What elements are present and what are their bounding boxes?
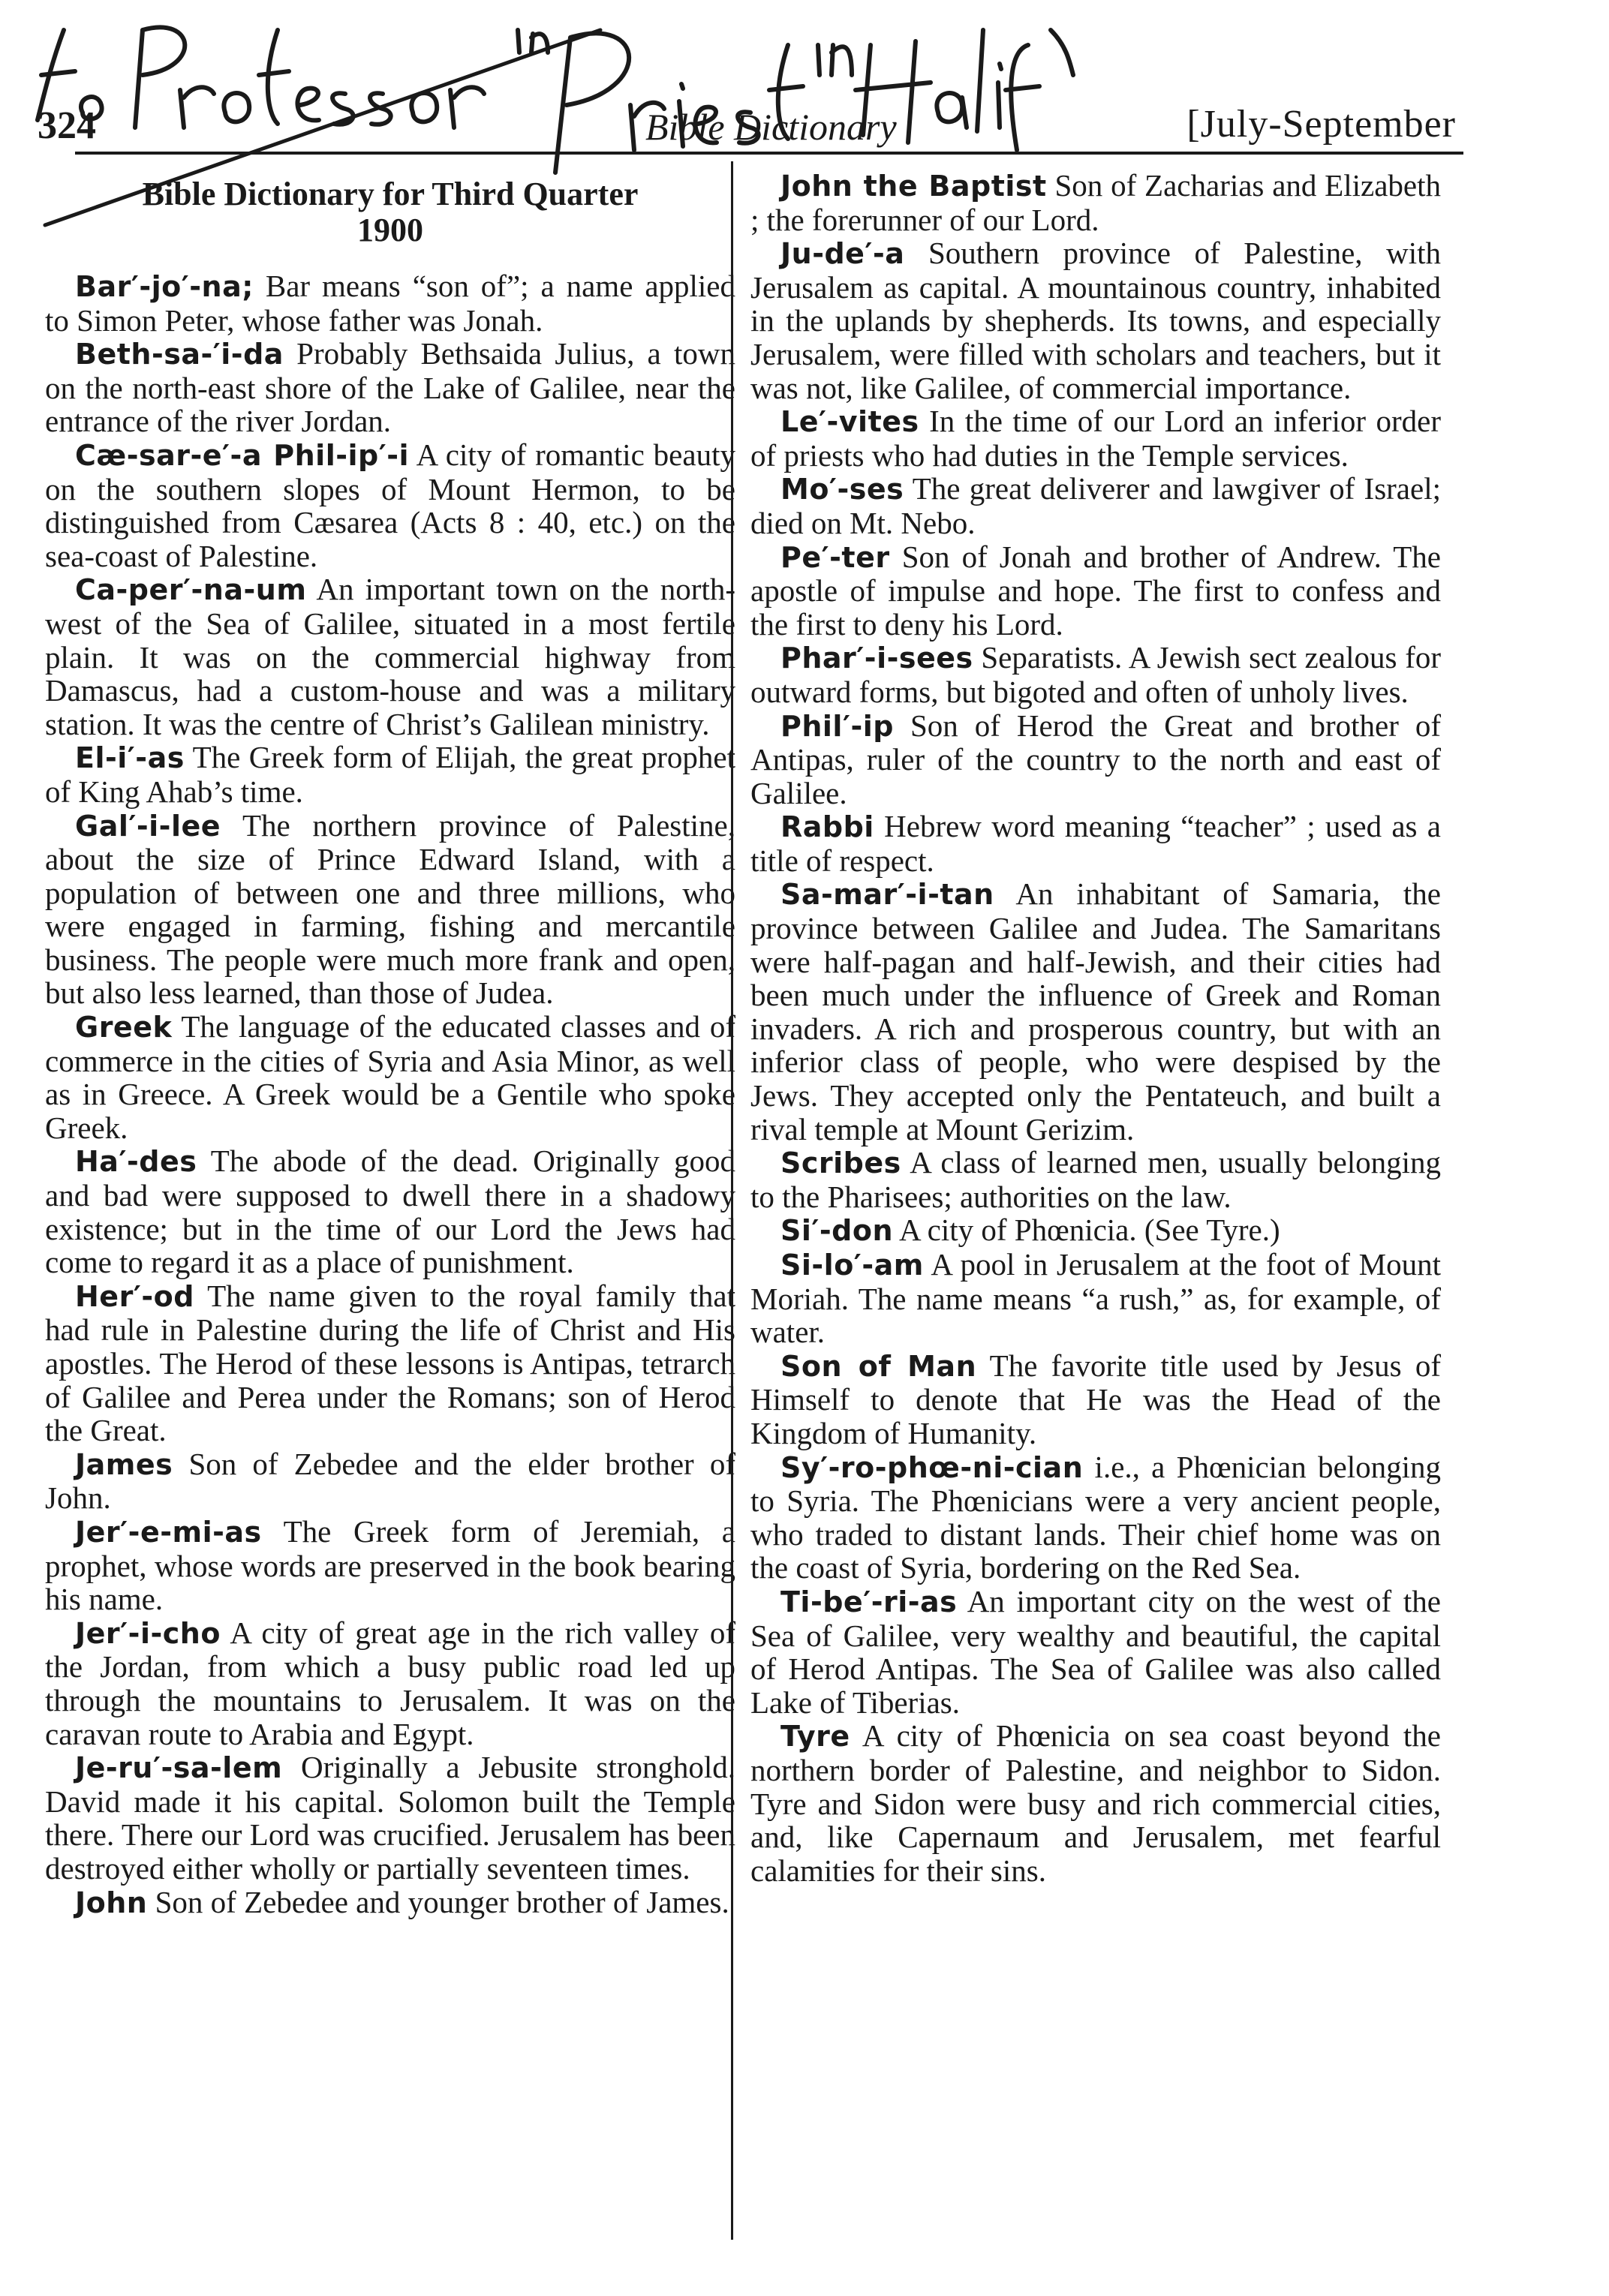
entry-definition: Son of Zebedee and the elder brother of John. — [45, 1446, 736, 1516]
entry-term: Si′-don — [780, 1214, 894, 1248]
entry-definition: A city of great age in the rich valley of the Jordan, from which a busy public road led up through the mountains to Jerusalem. It was on the caravan route to Arabia and Egypt. — [45, 1615, 735, 1751]
dictionary-entry — [750, 1213, 1441, 1248]
header-rule — [75, 152, 1463, 155]
entry-definition: The Greek form of Jeremiah, a prophet, whose words are preserved in the book bearing his name. — [45, 1513, 736, 1617]
dictionary-entry — [750, 810, 1441, 877]
dictionary-entry — [45, 572, 735, 741]
entry-definition: A city of Phœnicia. (See Tyre.) — [899, 1213, 1280, 1248]
entry-term: Sa-mar′-i-tan — [780, 878, 994, 912]
entry-term: Jer′-e-mi-as — [75, 1515, 262, 1549]
entry-term: El-i′-as — [75, 741, 185, 775]
entry-definition: Son of Herod the Great and brother of Antipas, ruler of the country to the north and east of Galilee. — [750, 708, 1441, 810]
entry-definition: Son of Jonah and brother of Andrew. The apostle of impulse and hope. The first to confess and the first to deny his Lord. — [750, 539, 1441, 642]
entry-term: Jer′-i-cho — [75, 1616, 221, 1650]
dictionary-entry — [45, 1279, 735, 1447]
entry-term: Sy′-ro-phœ-ni-cian — [780, 1450, 1084, 1484]
dictionary-entry — [750, 236, 1441, 404]
dictionary-entry — [750, 709, 1441, 810]
entry-definition: The name given to the royal family that had rule in Palestine during the life of Christ and His apostles. The Herod of these lessons is Antipas, tetrarch of Galilee and Perea under the Romans; son of Herod the Great. — [45, 1278, 735, 1448]
dictionary-entry — [750, 1450, 1441, 1585]
right-column — [750, 169, 1441, 1887]
entry-term: Ha′-des — [75, 1145, 197, 1179]
entry-definition: A class of learned men, usually belonging to the Pharisees; authorities on the law. — [750, 1145, 1441, 1214]
entry-definition: In the time of our Lord an inferior order of priests who had duties in the Temple services. — [750, 404, 1441, 473]
entry-term: Son of Man — [780, 1349, 977, 1383]
dictionary-entry — [750, 404, 1441, 472]
dictionary-entry — [45, 337, 735, 438]
entry-definition: The language of the educated classes and of commerce in the cities of Syria and Asia Minor, as well as in Greece. A Greek would be a Gentile who spoke Greek. — [45, 1009, 735, 1145]
dictionary-entry — [45, 438, 735, 572]
entry-term: Phil′-ip — [780, 709, 894, 743]
entry-term: Her′-od — [75, 1279, 194, 1313]
entry-term: Greek — [75, 1011, 173, 1044]
entry-term: Mo′-ses — [780, 473, 904, 506]
dictionary-entry — [750, 540, 1441, 642]
entry-definition: Probably Bethsaida Julius, a town on the north-east shore of the Lake of Galilee, near the entrance of the river Jordan. — [45, 336, 735, 439]
entry-term: Beth-sa-′i-da — [75, 338, 284, 371]
entry-definition: An important town on the north-west of the Sea of Galilee, situated in a most fertile plain. It was on the commercial highway from Damascus, had a custom-house and was a military station. It was the centre of Christ’s Galilean ministry. — [45, 572, 736, 741]
entry-definition: Hebrew word meaning “teacher” ; used as a title of respect. — [750, 809, 1441, 878]
dictionary-entry — [45, 1886, 735, 1920]
entry-definition: The northern province of Palestine, about the size of Prince Edward Island, with a population of between one and three millions, who were engaged in farming, fishing and mercantile business. The people were much more frank and open, but also less learned, than those of Judea. — [45, 807, 735, 1011]
entry-definition: The favorite title used by Jesus of Himself to denote that He was the Head of the Kingdom of Humanity. — [750, 1348, 1441, 1450]
dictionary-entry — [750, 1585, 1441, 1719]
dictionary-entry — [45, 1144, 735, 1279]
entry-definition: The abode of the dead. Originally good and bad were supposed to dwell there in a shadowy existence; but in the time of our Lord the Jews had come to regard it as a place of punishment. — [45, 1143, 735, 1280]
entry-definition: The Greek form of Elijah, the great prophet of King Ahab’s time. — [45, 740, 736, 809]
dictionary-entry — [750, 472, 1441, 539]
dictionary-entry — [750, 1146, 1441, 1213]
page-number: 324 — [38, 104, 96, 147]
dictionary-entry — [45, 1447, 735, 1515]
entry-term: Le′-vites — [780, 405, 919, 439]
entry-term: Tyre — [780, 1720, 850, 1754]
entry-term: Scribes — [780, 1146, 901, 1180]
entry-definition: Son of Zebedee and younger brother of James. — [155, 1884, 729, 1919]
dictionary-entry — [45, 809, 735, 1011]
right-entry-list — [750, 169, 1441, 1887]
entry-definition: A city of romantic beauty on the southern slopes of Mount Hermon, to be distinguished from Cæsarea (Acts 8 : 40, etc.) on the sea-coast of Palestine. — [45, 437, 735, 573]
left-column — [45, 169, 735, 1919]
section-title-line2: 1900 — [357, 212, 423, 248]
entry-term: Si-lo′-am — [780, 1249, 924, 1282]
entry-definition: Son of Zacharias and Elizabeth ; the forerunner of our Lord. — [750, 168, 1441, 237]
running-title: Bible Dictionary — [645, 106, 897, 148]
entry-definition: i.e., a Phœnician belonging to Syria. The Phœnicians were a very ancient people, who traded to distant lands. Their chief home was on the coast of Syria, bordering on the Red Sea. — [750, 1449, 1442, 1585]
running-header — [30, 90, 1456, 150]
entry-term: Cæ-sar-e′-a Phil-ip′-i — [75, 438, 410, 472]
dictionary-entry — [45, 1751, 735, 1885]
entry-term: John the Baptist — [780, 170, 1047, 203]
entry-definition: Southern province of Palestine, with Jerusalem as capital. A mountainous country, inhabited in the uplands by shepherds. Its towns, and especially Jerusalem, were filled with scholars and teachers, but it was not, like Galilee, of commercial importance. — [750, 236, 1441, 405]
left-entry-list — [45, 269, 735, 1919]
dictionary-entry — [750, 169, 1441, 236]
entry-term: John — [75, 1886, 148, 1919]
dictionary-entry — [45, 1616, 735, 1751]
entry-term: Bar′-jo′-na; — [75, 270, 254, 303]
entry-term: Ti-be′-ri-as — [780, 1585, 958, 1618]
entry-definition: Originally a Jebusite stronghold. David made it his capital. Solomon built the Temple there. There our Lord was crucified. Jerusalem has been destroyed either wholly or partially seventeen times. — [45, 1750, 736, 1886]
dictionary-entry — [750, 1248, 1441, 1349]
entry-term: Ca-per′-na-um — [75, 573, 307, 607]
dictionary-entry — [45, 1010, 735, 1144]
dictionary-entry — [750, 1719, 1441, 1887]
entry-term: Gal′-i-lee — [75, 809, 221, 843]
entry-definition: An important city on the west of the Sea of Galilee, very wealthy and beautiful, the capital of Herod Antipas. The Sea of Galilee was also called Lake of Tiberias. — [750, 1583, 1441, 1720]
dictionary-entry — [750, 1349, 1441, 1450]
running-dates: [July-September — [1186, 103, 1456, 146]
dictionary-entry — [45, 269, 735, 337]
dictionary-entry — [750, 641, 1441, 708]
dictionary-entry — [45, 741, 735, 808]
entry-term: Rabbi — [780, 810, 874, 844]
entry-definition: A city of Phœnicia on sea coast beyond the northern border of Palestine, and neighbor to Sidon. Tyre and Sidon were busy and rich commercial cities, and, like Capernaum and Jerusalem, met fearful calamities for their sins. — [750, 1718, 1441, 1888]
dictionary-entry — [750, 877, 1441, 1146]
entry-definition: A pool in Jerusalem at the foot of Mount Moriah. The name means “a rush,” as, for example, of water. — [750, 1247, 1441, 1350]
entry-definition: Separatists. A Jewish sect zealous for outward forms, but bigoted and often of unholy lives. — [750, 640, 1441, 709]
entry-definition: Bar means “son of”; a name applied to Simon Peter, whose father was Jonah. — [45, 269, 735, 338]
entry-term: James — [75, 1447, 173, 1481]
entry-term: Pe′-ter — [780, 540, 890, 574]
entry-term: Je-ru′-sa-lem — [75, 1751, 283, 1785]
entry-term: Phar′-i-sees — [780, 642, 973, 675]
entry-definition: An inhabitant of Samaria, the province between Galilee and Judea. The Samaritans were half-pagan and half-Jewish, and their cities had been much under the influence of Greek and Roman invaders. A rich and prosperous country, but with an inferior class of people, who were despised by the Jews. They accepted only the Pentateuch, and built a rival temple at Mount Gerizim. — [750, 876, 1441, 1146]
section-title-line1: Bible Dictionary for Third Quarter — [142, 176, 639, 212]
dictionary-entry — [45, 1515, 735, 1616]
entry-term: Ju-de′-a — [780, 237, 905, 271]
entry-definition: The great deliverer and lawgiver of Israel; died on Mt. Nebo. — [750, 471, 1441, 540]
section-title — [45, 176, 735, 248]
